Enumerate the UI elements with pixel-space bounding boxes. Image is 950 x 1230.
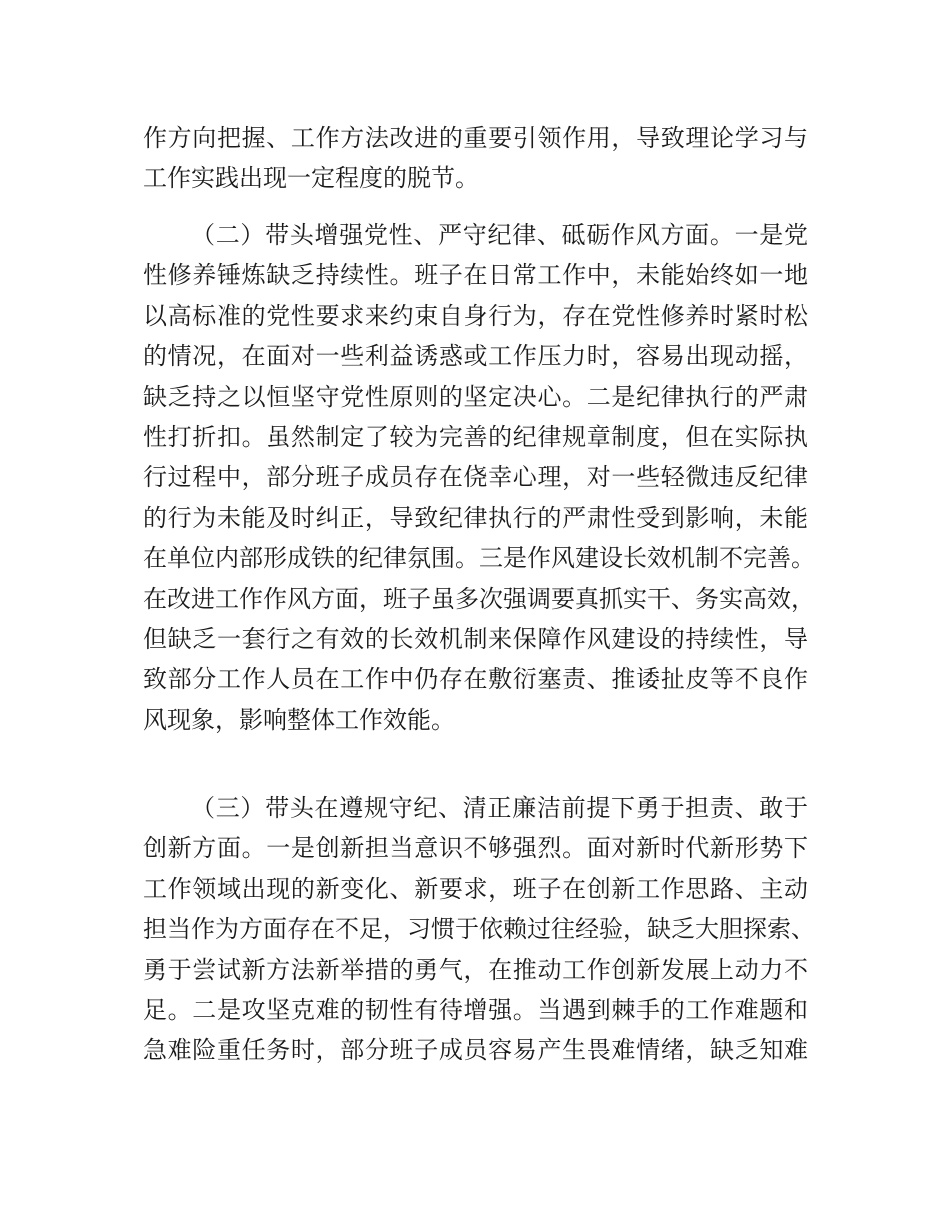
- text-line: 行过程中，部分班子成员存在侥幸心理，对一些轻微违反纪律: [143, 463, 808, 492]
- text-line: 在单位内部形成铁的纪律氛围。三是作风建设长效机制不完善。: [143, 544, 815, 573]
- text-line: 风现象，影响整体工作效能。: [143, 705, 455, 734]
- text-line: 足。二是攻坚克难的韧性有待增强。当遇到棘手的工作难题和: [143, 995, 808, 1024]
- text-line: 勇于尝试新方法新举措的勇气，在推动工作创新发展上动力不: [143, 955, 808, 984]
- text-line: 但缺乏一套行之有效的长效机制来保障作风建设的持续性，导: [143, 624, 808, 653]
- paragraph-section-three: [143, 788, 815, 1071]
- text-line: 担当作为方面存在不足，习惯于依赖过往经验，缺乏大胆探索、: [143, 915, 815, 944]
- text-line: 急难险重任务时，部分班子成员容易产生畏难情绪，缺乏知难: [143, 1036, 808, 1065]
- text-line: 性修养锤炼缺乏持续性。班子在日常工作中，未能始终如一地: [143, 261, 808, 290]
- text-line: 在改进工作作风方面，班子虽多次强调要真抓实干、务实高效，: [143, 584, 815, 613]
- text-line: 缺乏持之以恒坚守党性原则的坚定决心。二是纪律执行的严肃: [143, 382, 808, 411]
- paragraph-continuation: [143, 118, 808, 199]
- text-line: （二）带头增强党性、严守纪律、砥砺作风方面。一是党: [191, 221, 808, 249]
- text-line: 以高标准的党性要求来约束自身行为，存在党性修养时紧时松: [143, 301, 808, 330]
- paragraph-section-two: [143, 215, 815, 740]
- text-line: 的情况，在面对一些利益诱惑或工作压力时，容易出现动摇，: [143, 342, 808, 371]
- text-line: （三）带头在遵规守纪、清正廉洁前提下勇于担责、敢于: [191, 794, 808, 822]
- text-line: 工作实践出现一定程度的脱节。: [143, 164, 479, 193]
- text-line: 性打折扣。虽然制定了较为完善的纪律规章制度，但在实际执: [143, 422, 808, 451]
- text-line: 的行为未能及时纠正，导致纪律执行的严肃性受到影响，未能: [143, 503, 808, 532]
- text-line: 创新方面。一是创新担当意识不够强烈。面对新时代新形势下: [143, 834, 808, 863]
- text-line: 工作领域出现的新变化、新要求，班子在创新工作思路、主动: [143, 874, 808, 903]
- text-line: 致部分工作人员在工作中仍存在敷衍塞责、推诿扯皮等不良作: [143, 665, 808, 694]
- text-line: 作方向把握、工作方法改进的重要引领作用，导致理论学习与: [143, 124, 808, 152]
